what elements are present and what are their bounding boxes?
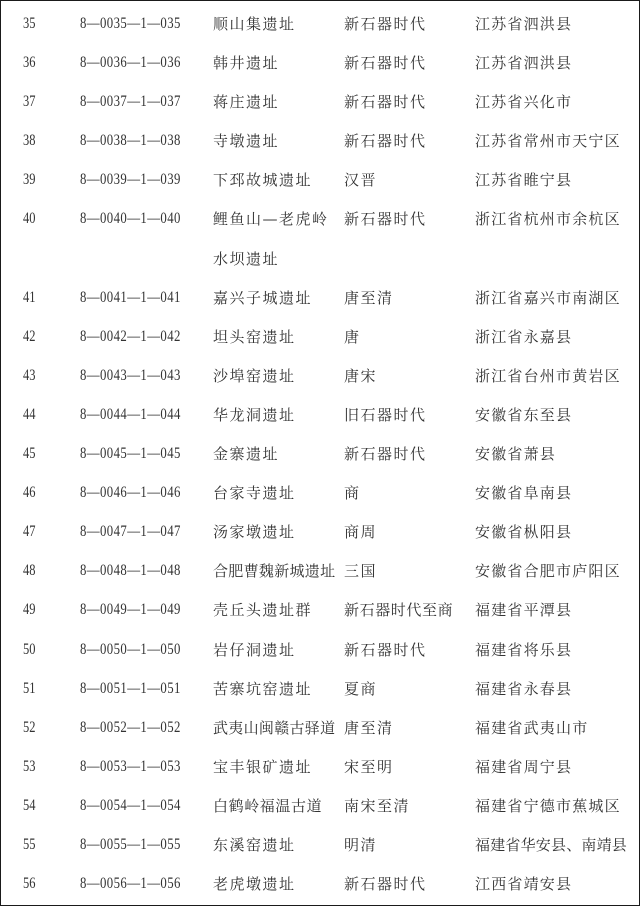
site-code: 8—0045—1—045 bbox=[80, 445, 181, 462]
table-row bbox=[1, 520, 639, 544]
site-code: 8—0053—1—053 bbox=[80, 758, 181, 775]
site-location: 江苏省兴化市 bbox=[475, 93, 573, 111]
site-location: 浙江省永嘉县 bbox=[475, 328, 573, 346]
site-era: 新石器时代 bbox=[344, 15, 427, 33]
site-era: 新石器时代 bbox=[344, 93, 427, 111]
site-name: 金寨遗址 bbox=[213, 445, 280, 463]
site-name: 东溪窑遗址 bbox=[213, 836, 296, 854]
row-number: 37 bbox=[23, 93, 36, 110]
site-era: 商周 bbox=[344, 523, 378, 541]
site-name-continuation: 水坝遗址 bbox=[213, 250, 280, 268]
site-era: 唐宋 bbox=[344, 367, 378, 385]
site-era: 南宋至清 bbox=[344, 797, 411, 815]
table-row bbox=[1, 716, 639, 740]
table-row bbox=[1, 403, 639, 427]
site-location: 安徽省合肥市庐阳区 bbox=[475, 562, 621, 580]
site-era: 宋至明 bbox=[344, 758, 394, 776]
site-name: 合肥曹魏新城遗址 bbox=[213, 562, 336, 580]
table-row bbox=[1, 677, 639, 701]
site-era: 新石器时代 bbox=[344, 641, 427, 659]
site-name: 武夷山闽赣古驿道 bbox=[213, 719, 336, 737]
site-code: 8—0056—1—056 bbox=[80, 875, 181, 892]
row-number: 42 bbox=[23, 328, 36, 345]
site-code: 8—0036—1—036 bbox=[80, 54, 181, 71]
site-era: 明清 bbox=[344, 836, 378, 854]
table-row bbox=[1, 481, 639, 505]
site-location: 安徽省萧县 bbox=[475, 445, 557, 463]
site-code: 8—0055—1—055 bbox=[80, 836, 181, 853]
table-row bbox=[1, 286, 639, 310]
site-name: 宝丰银矿遗址 bbox=[213, 758, 313, 776]
row-number: 51 bbox=[23, 680, 36, 697]
site-name: 华龙洞遗址 bbox=[213, 406, 296, 424]
table-row bbox=[1, 129, 639, 153]
row-number: 45 bbox=[23, 445, 36, 462]
site-era: 旧石器时代 bbox=[344, 406, 427, 424]
row-number: 52 bbox=[23, 719, 36, 736]
row-number: 38 bbox=[23, 132, 36, 149]
table-row bbox=[1, 442, 639, 466]
site-code: 8—0050—1—050 bbox=[80, 641, 181, 658]
site-name: 嘉兴子城遗址 bbox=[213, 289, 313, 307]
site-era: 新石器时代 bbox=[344, 210, 427, 228]
site-era: 唐至清 bbox=[344, 719, 394, 737]
table-row bbox=[1, 12, 639, 36]
row-number: 36 bbox=[23, 54, 36, 71]
site-name: 顺山集遗址 bbox=[213, 15, 296, 33]
site-code: 8—0044—1—044 bbox=[80, 406, 181, 423]
site-code: 8—0051—1—051 bbox=[80, 680, 181, 697]
table-row bbox=[1, 833, 639, 857]
site-location: 安徽省枞阳县 bbox=[475, 523, 573, 541]
site-location: 江苏省泗洪县 bbox=[475, 15, 573, 33]
site-code: 8—0047—1—047 bbox=[80, 523, 181, 540]
row-number: 50 bbox=[23, 641, 36, 658]
site-name: 苦寨坑窑遗址 bbox=[213, 680, 313, 698]
table-row bbox=[1, 794, 639, 818]
site-code: 8—0037—1—037 bbox=[80, 93, 181, 110]
table-row bbox=[1, 638, 639, 662]
site-era: 新石器时代 bbox=[344, 132, 427, 150]
site-code: 8—0038—1—038 bbox=[80, 132, 181, 149]
row-number: 39 bbox=[23, 171, 36, 188]
table-row bbox=[1, 364, 639, 388]
site-code: 8—0035—1—035 bbox=[80, 15, 181, 32]
site-location: 福建省武夷山市 bbox=[475, 719, 589, 737]
row-number: 56 bbox=[23, 875, 36, 892]
table-row bbox=[1, 559, 639, 583]
site-era: 三国 bbox=[344, 562, 378, 580]
row-number: 48 bbox=[23, 562, 36, 579]
site-location: 江苏省睢宁县 bbox=[475, 171, 573, 189]
site-name: 壳丘头遗址群 bbox=[213, 601, 313, 619]
site-name: 白鹤岭福温古道 bbox=[213, 797, 323, 815]
site-name: 台家寺遗址 bbox=[213, 484, 296, 502]
site-code: 8—0046—1—046 bbox=[80, 484, 181, 501]
site-location: 福建省周宁县 bbox=[475, 758, 573, 776]
row-number: 47 bbox=[23, 523, 36, 540]
site-name: 汤家墩遗址 bbox=[213, 523, 296, 541]
site-code: 8—0049—1—049 bbox=[80, 601, 181, 618]
site-code: 8—0043—1—043 bbox=[80, 367, 181, 384]
site-name: 沙埠窑遗址 bbox=[213, 367, 296, 385]
site-location: 浙江省台州市黄岩区 bbox=[475, 367, 621, 385]
site-era: 唐 bbox=[344, 328, 361, 346]
site-era: 新石器时代至商 bbox=[344, 601, 454, 619]
table-row bbox=[1, 51, 639, 75]
site-era: 商 bbox=[344, 484, 361, 502]
site-location: 福建省平潭县 bbox=[475, 601, 573, 619]
site-name: 坦头窑遗址 bbox=[213, 328, 296, 346]
site-location: 福建省华安县、南靖县 bbox=[475, 836, 628, 854]
site-era: 新石器时代 bbox=[344, 445, 427, 463]
site-location: 江西省靖安县 bbox=[475, 875, 573, 893]
table-row bbox=[1, 207, 639, 231]
row-number: 40 bbox=[23, 210, 36, 227]
row-number: 55 bbox=[23, 836, 36, 853]
row-number: 35 bbox=[23, 15, 36, 32]
site-code: 8—0052—1—052 bbox=[80, 719, 181, 736]
row-number: 46 bbox=[23, 484, 36, 501]
table-row bbox=[1, 872, 639, 896]
row-number: 43 bbox=[23, 367, 36, 384]
site-code: 8—0054—1—054 bbox=[80, 797, 181, 814]
table-row-continuation bbox=[1, 247, 639, 271]
row-number: 41 bbox=[23, 289, 36, 306]
row-number: 44 bbox=[23, 406, 36, 423]
site-name: 寺墩遗址 bbox=[213, 132, 280, 150]
site-code: 8—0048—1—048 bbox=[80, 562, 181, 579]
site-location: 江苏省泗洪县 bbox=[475, 54, 573, 72]
table-row bbox=[1, 598, 639, 622]
table-row bbox=[1, 755, 639, 779]
site-code: 8—0042—1—042 bbox=[80, 328, 181, 345]
site-era: 唐至清 bbox=[344, 289, 394, 307]
table-row bbox=[1, 325, 639, 349]
site-name: 韩井遗址 bbox=[213, 54, 280, 72]
row-number: 53 bbox=[23, 758, 36, 775]
site-name: 鲤鱼山—老虎岭 bbox=[213, 210, 329, 228]
site-name: 岩仔洞遗址 bbox=[213, 641, 296, 659]
site-name: 老虎墩遗址 bbox=[213, 875, 296, 893]
site-location: 福建省宁德市蕉城区 bbox=[475, 797, 621, 815]
site-era: 汉晋 bbox=[344, 171, 378, 189]
table-row bbox=[1, 168, 639, 192]
row-number: 49 bbox=[23, 601, 36, 618]
site-location: 福建省永春县 bbox=[475, 680, 573, 698]
site-name: 下邳故城遗址 bbox=[213, 171, 313, 189]
site-era: 新石器时代 bbox=[344, 875, 427, 893]
site-location: 安徽省东至县 bbox=[475, 406, 573, 424]
site-code: 8—0041—1—041 bbox=[80, 289, 181, 306]
site-code: 8—0040—1—040 bbox=[80, 210, 181, 227]
site-location: 江苏省常州市天宁区 bbox=[475, 132, 621, 150]
site-era: 新石器时代 bbox=[344, 54, 427, 72]
table-row bbox=[1, 90, 639, 114]
site-location: 浙江省杭州市余杭区 bbox=[475, 210, 621, 228]
site-location: 福建省将乐县 bbox=[475, 641, 573, 659]
site-era: 夏商 bbox=[344, 680, 378, 698]
site-location: 浙江省嘉兴市南湖区 bbox=[475, 289, 621, 307]
site-code: 8—0039—1—039 bbox=[80, 171, 181, 188]
site-name: 蒋庄遗址 bbox=[213, 93, 280, 111]
site-location: 安徽省阜南县 bbox=[475, 484, 573, 502]
row-number: 54 bbox=[23, 797, 36, 814]
